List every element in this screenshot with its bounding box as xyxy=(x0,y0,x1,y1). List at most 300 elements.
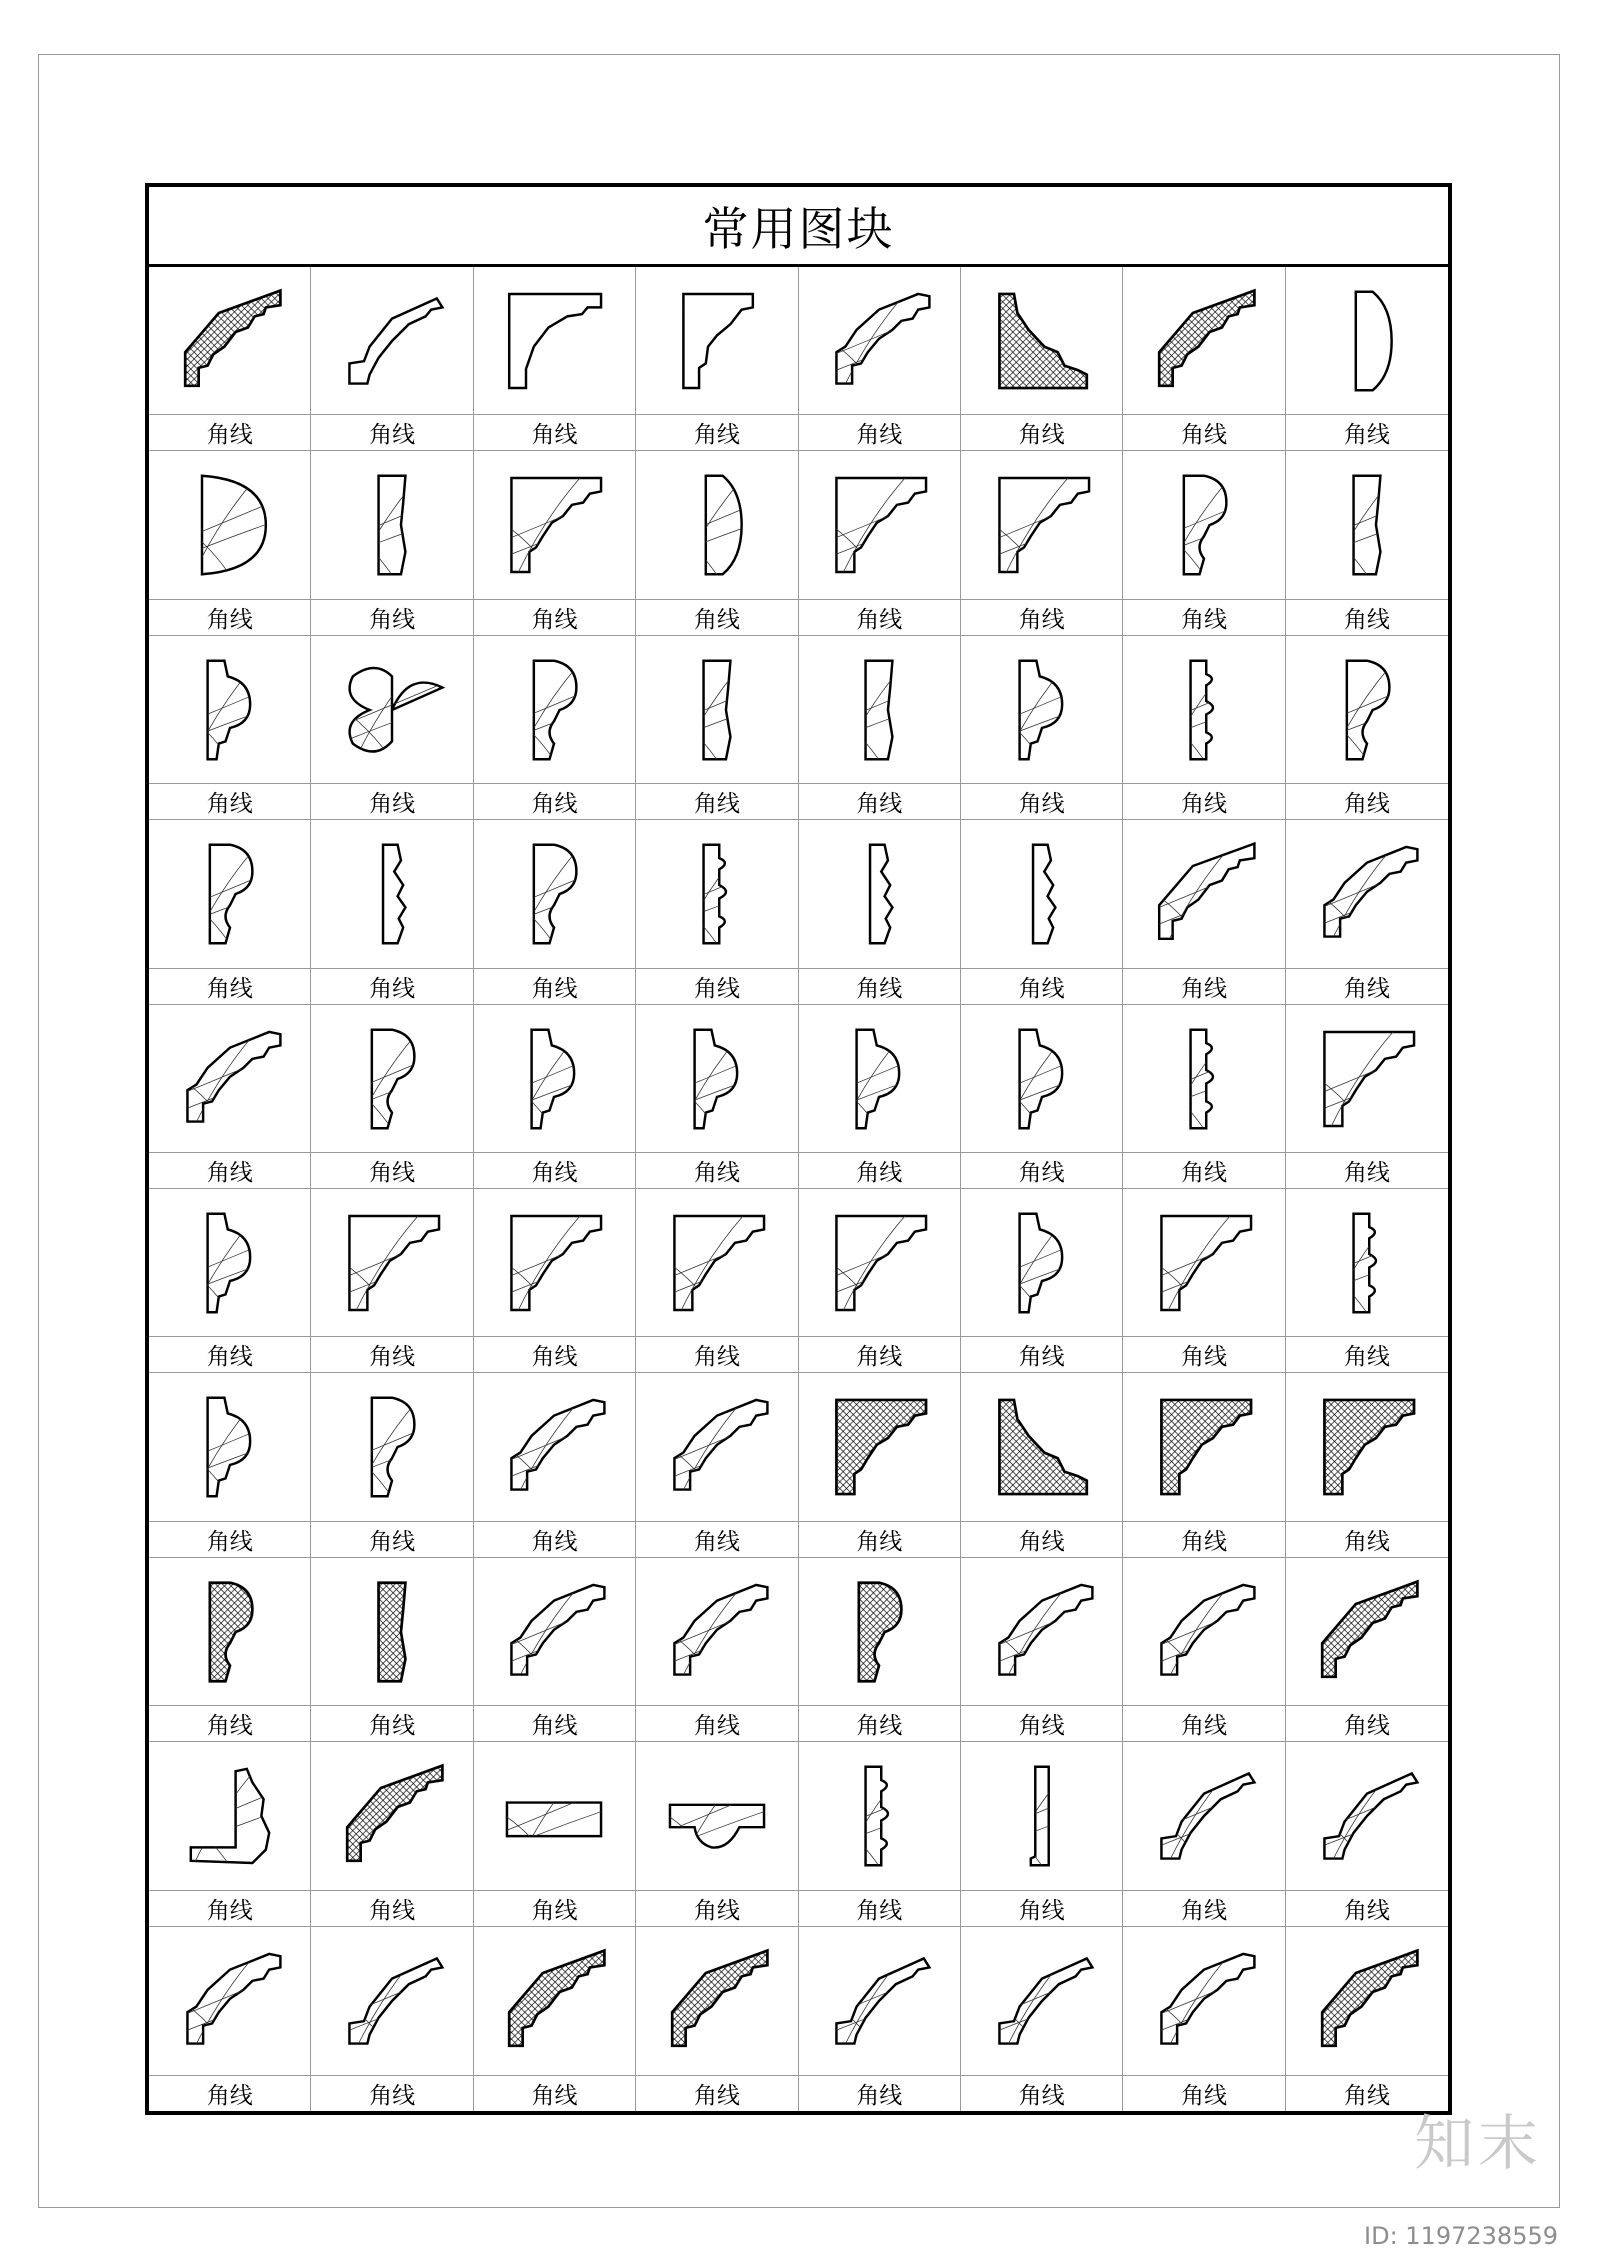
profile-cell xyxy=(799,451,961,635)
profile-symbol xyxy=(961,267,1122,415)
cell-label-row xyxy=(311,783,472,819)
cell-label-row xyxy=(474,968,635,1004)
cell-label-row xyxy=(799,599,960,635)
profile-cell xyxy=(149,1742,311,1926)
profile-label: 角线 xyxy=(206,1528,253,1555)
molding-profile-drawing xyxy=(661,1945,773,2057)
molding-profile-drawing xyxy=(1148,654,1260,766)
molding-profile-drawing xyxy=(1148,838,1260,950)
profile-symbol xyxy=(1286,1005,1448,1153)
profile-outline xyxy=(857,1029,900,1128)
wood-grain-lines xyxy=(812,274,946,408)
molding-profile-drawing xyxy=(336,838,448,950)
profile-label: 角线 xyxy=(206,422,253,449)
molding-profile-drawing xyxy=(336,469,448,581)
cell-label-row xyxy=(311,599,472,635)
profile-label: 角线 xyxy=(206,606,253,633)
profile-label: 角线 xyxy=(1180,1528,1227,1555)
profile-cell xyxy=(636,1005,798,1189)
molding-profile-drawing xyxy=(498,469,610,581)
cell-label-row xyxy=(1286,414,1448,450)
cell-label-row xyxy=(1123,1152,1284,1188)
hatched-section xyxy=(837,1400,927,1494)
profile-cell xyxy=(1286,636,1448,820)
cell-label-row xyxy=(799,2075,960,2111)
cell-label-row xyxy=(636,2075,797,2111)
profile-symbol xyxy=(1123,1189,1284,1337)
cell-label-row xyxy=(1286,1521,1448,1557)
profile-symbol xyxy=(636,1373,797,1521)
profile-label: 角线 xyxy=(531,1159,578,1186)
profile-cell xyxy=(311,451,473,635)
cell-label-row xyxy=(474,599,635,635)
profile-outline xyxy=(207,661,250,760)
molding-profile-drawing xyxy=(823,838,935,950)
profile-symbol xyxy=(474,820,635,968)
profile-cell xyxy=(149,1189,311,1373)
profile-label: 角线 xyxy=(206,1344,253,1371)
profile-label: 角线 xyxy=(369,1528,416,1555)
molding-profile-drawing xyxy=(823,1207,935,1319)
molding-profile-drawing xyxy=(986,1760,1098,1872)
molding-profile-drawing xyxy=(498,1391,610,1503)
profile-label: 角线 xyxy=(1180,1344,1227,1371)
hatched-section xyxy=(347,1766,442,1861)
profile-label: 角线 xyxy=(693,1897,740,1924)
profile-label: 角线 xyxy=(531,1897,578,1924)
molding-profile-drawing xyxy=(661,1760,773,1872)
profile-outline xyxy=(1161,1954,1254,2044)
profile-cell xyxy=(1286,1742,1448,1926)
profile-cell xyxy=(636,636,798,820)
profile-symbol xyxy=(961,636,1122,784)
profile-cell xyxy=(1123,1927,1285,2111)
hatched-section xyxy=(379,1583,406,1682)
profile-symbol xyxy=(311,1189,472,1337)
profile-symbol xyxy=(1123,636,1284,784)
profile-label: 角线 xyxy=(693,606,740,633)
profile-symbol xyxy=(961,1742,1122,1890)
profile-cell xyxy=(961,1189,1123,1373)
profile-outline xyxy=(837,478,927,572)
profile-cell xyxy=(149,636,311,820)
profile-outline xyxy=(1353,1214,1375,1313)
cell-label-row xyxy=(799,783,960,819)
profile-label: 角线 xyxy=(1018,975,1065,1002)
cell-label-row xyxy=(1286,599,1448,635)
molding-profile-drawing xyxy=(174,1391,286,1503)
profile-symbol xyxy=(311,1373,472,1521)
profile-symbol xyxy=(311,1927,472,2075)
profile-cell xyxy=(799,636,961,820)
profile-outline xyxy=(999,1585,1092,1675)
profile-outline xyxy=(1324,847,1417,937)
profile-outline xyxy=(1019,661,1062,760)
molding-profile-drawing xyxy=(661,285,773,397)
hatched-section xyxy=(1322,1581,1417,1676)
molding-profile-drawing xyxy=(823,285,935,397)
cell-label-row xyxy=(799,414,960,450)
profile-label: 角线 xyxy=(856,1344,903,1371)
profile-cell xyxy=(961,636,1123,820)
cell-label-row xyxy=(961,599,1122,635)
profile-cell xyxy=(311,1558,473,1742)
cell-label-row xyxy=(636,1521,797,1557)
profile-label: 角线 xyxy=(1018,606,1065,633)
wood-grain-lines xyxy=(487,1380,621,1514)
profile-label: 角线 xyxy=(1180,422,1227,449)
molding-profile-drawing xyxy=(661,1391,773,1503)
cell-label-row xyxy=(311,1890,472,1926)
profile-label: 角线 xyxy=(369,791,416,818)
molding-profile-drawing xyxy=(1311,1023,1423,1135)
profile-label: 角线 xyxy=(531,791,578,818)
cell-label-row xyxy=(1123,1890,1284,1926)
molding-profile-drawing xyxy=(986,838,1098,950)
profile-label: 角线 xyxy=(531,422,578,449)
profile-label: 角线 xyxy=(1180,1159,1227,1186)
profile-label: 角线 xyxy=(1343,422,1390,449)
molding-profile-drawing xyxy=(986,1207,1098,1319)
profile-label: 角线 xyxy=(369,2082,416,2109)
page-title: 常用图块 xyxy=(702,201,895,256)
profile-label: 角线 xyxy=(1018,1897,1065,1924)
cell-label-row xyxy=(961,1705,1122,1741)
wood-grain-lines xyxy=(1137,1565,1271,1699)
profile-label: 角线 xyxy=(693,1159,740,1186)
profile-symbol xyxy=(1123,1927,1284,2075)
profile-symbol xyxy=(636,1558,797,1706)
profile-outline xyxy=(674,1216,764,1310)
profile-outline xyxy=(187,1954,280,2044)
molding-profile-drawing xyxy=(1311,1945,1423,2057)
profile-cell xyxy=(474,1373,636,1557)
profile-cell xyxy=(474,1927,636,2111)
cell-label-row xyxy=(636,1336,797,1372)
cell-label-row xyxy=(1123,1521,1284,1557)
profile-label: 角线 xyxy=(1180,975,1227,1002)
hatched-section xyxy=(510,1950,605,2045)
profile-cell xyxy=(1286,1927,1448,2111)
profile-cell xyxy=(311,1005,473,1189)
profile-label: 角线 xyxy=(369,1159,416,1186)
profile-cell xyxy=(149,451,311,635)
molding-profile-drawing xyxy=(823,469,935,581)
profile-symbol xyxy=(311,1005,472,1153)
cell-label-row xyxy=(1286,1705,1448,1741)
profile-cell xyxy=(1286,1558,1448,1742)
profile-outline xyxy=(837,294,930,384)
profile-symbol xyxy=(799,636,960,784)
profile-cell xyxy=(474,451,636,635)
profile-outline xyxy=(706,476,742,575)
profile-label: 角线 xyxy=(206,1159,253,1186)
molding-profile-drawing xyxy=(823,654,935,766)
cell-label-row xyxy=(1123,2075,1284,2111)
cell-label-row xyxy=(311,1521,472,1557)
drawing-sheet xyxy=(145,183,1452,2115)
profile-outline xyxy=(1324,1032,1414,1126)
molding-profile-drawing xyxy=(1148,1391,1260,1503)
profile-outline xyxy=(999,1958,1092,2043)
molding-profile-drawing xyxy=(1311,1576,1423,1688)
cell-label-row xyxy=(799,1336,960,1372)
profile-cell xyxy=(636,1742,798,1926)
cell-label-row xyxy=(636,1152,797,1188)
molding-profile-drawing xyxy=(498,1207,610,1319)
cell-label-row xyxy=(636,599,797,635)
profile-outline xyxy=(1019,1029,1062,1128)
cell-label-row xyxy=(474,1521,635,1557)
molding-profile-drawing xyxy=(174,469,286,581)
profile-grid xyxy=(149,267,1448,2111)
cell-label-row xyxy=(149,1705,310,1741)
profile-symbol xyxy=(474,267,635,415)
hatched-section xyxy=(1322,1950,1417,2045)
profile-cell xyxy=(1286,451,1448,635)
profile-label: 角线 xyxy=(1343,1713,1390,1740)
profile-label: 角线 xyxy=(1018,1344,1065,1371)
profile-label: 角线 xyxy=(1018,2082,1065,2109)
cell-label-row xyxy=(149,414,310,450)
profile-outline xyxy=(837,1216,927,1310)
cell-label-row xyxy=(474,1152,635,1188)
profile-symbol xyxy=(961,1927,1122,2075)
molding-profile-drawing xyxy=(174,838,286,950)
profile-label: 角线 xyxy=(693,1344,740,1371)
molding-profile-drawing xyxy=(1148,1207,1260,1319)
cell-label-row xyxy=(1123,414,1284,450)
molding-profile-drawing xyxy=(498,1023,610,1135)
profile-cell xyxy=(961,451,1123,635)
profile-cell xyxy=(311,1189,473,1373)
molding-profile-drawing xyxy=(336,1760,448,1872)
profile-cell xyxy=(799,1005,961,1189)
profile-label: 角线 xyxy=(693,2082,740,2109)
profile-outline xyxy=(683,294,752,388)
profile-cell xyxy=(311,820,473,1004)
profile-label: 角线 xyxy=(206,791,253,818)
molding-profile-drawing xyxy=(1311,469,1423,581)
molding-profile-drawing xyxy=(986,1576,1098,1688)
cell-label-row xyxy=(149,2075,310,2111)
cell-label-row xyxy=(149,1890,310,1926)
molding-profile-drawing xyxy=(986,285,1098,397)
cell-label-row xyxy=(311,1336,472,1372)
molding-profile-drawing xyxy=(986,654,1098,766)
cell-label-row xyxy=(149,1152,310,1188)
molding-profile-drawing xyxy=(986,469,1098,581)
profile-symbol xyxy=(636,451,797,599)
profile-cell xyxy=(961,1742,1123,1926)
profile-label: 角线 xyxy=(369,606,416,633)
cell-label-row xyxy=(311,1152,472,1188)
profile-symbol xyxy=(1123,1005,1284,1153)
cell-label-row xyxy=(474,1890,635,1926)
molding-profile-drawing xyxy=(498,285,610,397)
profile-cell xyxy=(799,1189,961,1373)
cell-label-row xyxy=(1123,1336,1284,1372)
profile-label: 角线 xyxy=(1343,2082,1390,2109)
profile-symbol xyxy=(474,1373,635,1521)
cell-label-row xyxy=(799,1152,960,1188)
profile-cell xyxy=(149,267,311,451)
profile-symbol xyxy=(311,820,472,968)
profile-symbol xyxy=(799,1373,960,1521)
profile-label: 角线 xyxy=(369,975,416,1002)
profile-label: 角线 xyxy=(856,1159,903,1186)
profile-label: 角线 xyxy=(369,1713,416,1740)
cell-label-row xyxy=(636,783,797,819)
molding-profile-drawing xyxy=(986,1945,1098,2057)
molding-profile-drawing xyxy=(336,285,448,397)
hatched-section xyxy=(1324,1400,1414,1494)
cell-label-row xyxy=(1286,1152,1448,1188)
profile-symbol xyxy=(636,820,797,968)
profile-cell xyxy=(799,1927,961,2111)
profile-symbol xyxy=(149,820,310,968)
profile-label: 角线 xyxy=(1343,1897,1390,1924)
molding-profile-drawing xyxy=(1311,838,1423,950)
wood-grain-lines xyxy=(1300,827,1434,961)
profile-cell xyxy=(961,820,1123,1004)
profile-symbol xyxy=(311,451,472,599)
molding-profile-drawing xyxy=(174,1207,286,1319)
molding-profile-drawing xyxy=(1148,1576,1260,1688)
profile-symbol xyxy=(149,1742,310,1890)
molding-profile-drawing xyxy=(986,1391,1098,1503)
profile-label: 角线 xyxy=(206,2082,253,2109)
molding-profile-drawing xyxy=(661,1023,773,1135)
cell-label-row xyxy=(149,1521,310,1557)
cell-label-row xyxy=(474,1336,635,1372)
molding-profile-drawing xyxy=(661,469,773,581)
profile-symbol xyxy=(149,1927,310,2075)
profile-symbol xyxy=(1286,636,1448,784)
cell-label-row xyxy=(799,1890,960,1926)
molding-profile-drawing xyxy=(336,1576,448,1688)
cell-label-row xyxy=(1286,968,1448,1004)
profile-outline xyxy=(1161,1774,1254,1859)
profile-cell xyxy=(799,267,961,451)
brand-watermark: 知末 xyxy=(1414,2109,1542,2179)
profile-symbol xyxy=(799,267,960,415)
profile-symbol xyxy=(149,636,310,784)
profile-outline xyxy=(350,1958,443,2043)
profile-outline xyxy=(999,478,1089,572)
profile-cell xyxy=(799,820,961,1004)
profile-symbol xyxy=(311,1558,472,1706)
profile-symbol xyxy=(149,1005,310,1153)
profile-symbol xyxy=(311,267,472,415)
profile-outline xyxy=(866,1767,888,1866)
cell-label-row xyxy=(799,1521,960,1557)
profile-symbol xyxy=(1123,451,1284,599)
profile-cell xyxy=(1286,1373,1448,1557)
molding-profile-drawing xyxy=(1148,1945,1260,2057)
profile-outline xyxy=(1161,1216,1251,1310)
profile-symbol xyxy=(311,636,472,784)
molding-profile-drawing xyxy=(498,1760,610,1872)
cell-label-row xyxy=(961,1890,1122,1926)
cell-label-row xyxy=(149,1336,310,1372)
profile-symbol xyxy=(961,1005,1122,1153)
profile-label: 角线 xyxy=(531,2082,578,2109)
molding-profile-drawing xyxy=(1148,469,1260,581)
molding-profile-drawing xyxy=(823,1760,935,1872)
molding-profile-drawing xyxy=(661,838,773,950)
hatched-section xyxy=(210,1583,253,1682)
profile-outline xyxy=(383,845,405,944)
molding-profile-drawing xyxy=(336,654,448,766)
profile-label: 角线 xyxy=(1343,975,1390,1002)
molding-profile-drawing xyxy=(823,1945,935,2057)
cell-label-row xyxy=(149,968,310,1004)
profile-label: 角线 xyxy=(531,1528,578,1555)
profile-outline xyxy=(674,1585,767,1675)
profile-label: 角线 xyxy=(1180,1713,1227,1740)
cell-label-row xyxy=(474,1705,635,1741)
wood-grain-lines xyxy=(650,1380,784,1514)
profile-outline xyxy=(207,1398,250,1497)
profile-cell xyxy=(474,636,636,820)
profile-label: 角线 xyxy=(531,975,578,1002)
profile-cell xyxy=(1286,267,1448,451)
profile-symbol xyxy=(799,451,960,599)
molding-profile-drawing xyxy=(1311,1760,1423,1872)
profile-outline xyxy=(674,1400,767,1490)
profile-label: 角线 xyxy=(856,2082,903,2109)
hatched-section xyxy=(185,291,280,386)
cell-label-row xyxy=(311,968,472,1004)
molding-profile-drawing xyxy=(174,285,286,397)
molding-profile-drawing xyxy=(1148,1760,1260,1872)
profile-symbol xyxy=(474,1742,635,1890)
profile-symbol xyxy=(149,451,310,599)
profile-symbol xyxy=(799,1189,960,1337)
profile-outline xyxy=(207,1214,250,1313)
profile-label: 角线 xyxy=(1343,1344,1390,1371)
cell-label-row xyxy=(961,1336,1122,1372)
profile-cell xyxy=(636,1373,798,1557)
profile-cell xyxy=(1123,1742,1285,1926)
profile-symbol xyxy=(149,267,310,415)
molding-profile-drawing xyxy=(498,654,610,766)
profile-cell xyxy=(1123,1373,1285,1557)
profile-outline xyxy=(1159,844,1254,939)
profile-label: 角线 xyxy=(856,1897,903,1924)
cell-label-row xyxy=(961,2075,1122,2111)
profile-cell xyxy=(311,1927,473,2111)
profile-label: 角线 xyxy=(856,1528,903,1555)
profile-symbol xyxy=(636,1927,797,2075)
profile-label: 角线 xyxy=(1018,791,1065,818)
profile-outline xyxy=(507,1803,601,1837)
profile-cell xyxy=(636,820,798,1004)
profile-symbol xyxy=(961,451,1122,599)
profile-label: 角线 xyxy=(1180,2082,1227,2109)
hatched-section xyxy=(859,1583,902,1682)
profile-symbol xyxy=(961,820,1122,968)
molding-profile-drawing xyxy=(1311,654,1423,766)
profile-label: 角线 xyxy=(531,1344,578,1371)
cell-label-row xyxy=(149,783,310,819)
cell-label-row xyxy=(311,2075,472,2111)
profile-symbol xyxy=(474,451,635,599)
profile-label: 角线 xyxy=(856,606,903,633)
profile-symbol xyxy=(1123,267,1284,415)
profile-symbol xyxy=(636,1005,797,1153)
